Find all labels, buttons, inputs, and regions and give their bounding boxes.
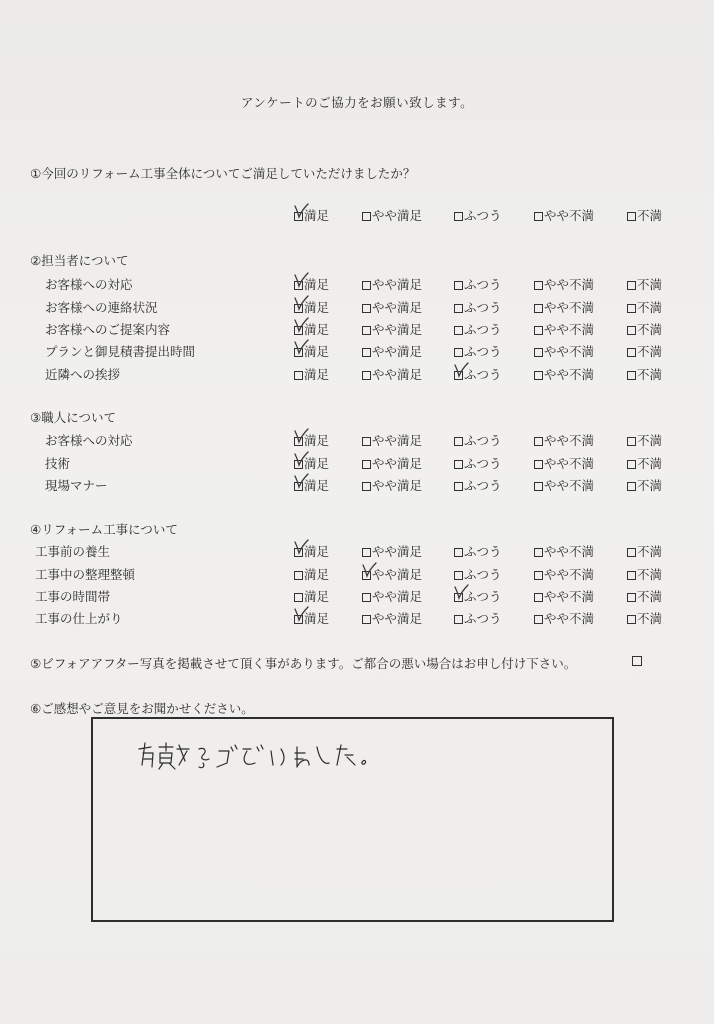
- q3-row-2-option-2[interactable]: [454, 476, 502, 494]
- option-label: 満足: [304, 433, 330, 448]
- checkbox[interactable]: [454, 437, 463, 446]
- q2-row-0-option-3[interactable]: [534, 275, 594, 293]
- checkbox[interactable]: [454, 326, 463, 335]
- q2-row-1-option-2[interactable]: [454, 298, 502, 316]
- q1-row-0-option-3[interactable]: [534, 206, 594, 224]
- checkbox[interactable]: [454, 593, 463, 602]
- checkbox[interactable]: [627, 348, 636, 357]
- q3-row-label-1: 技術: [45, 456, 71, 471]
- checkbox[interactable]: [454, 482, 463, 491]
- option-label: 不満: [637, 589, 663, 604]
- checkbox[interactable]: [294, 281, 303, 290]
- option-label: 満足: [304, 478, 330, 493]
- option-label: ふつう: [464, 478, 502, 493]
- option-label: やや不満: [544, 367, 595, 382]
- option-label: ふつう: [464, 456, 502, 471]
- option-label: ふつう: [464, 544, 502, 559]
- checkbox[interactable]: [534, 460, 543, 469]
- checkbox[interactable]: [454, 571, 463, 580]
- checkbox[interactable]: [294, 348, 303, 357]
- option-label: やや不満: [544, 433, 595, 448]
- q4-row-0-option-4[interactable]: [627, 542, 662, 560]
- checkbox[interactable]: [627, 304, 636, 313]
- checkbox[interactable]: [362, 281, 371, 290]
- option-label: 不満: [637, 456, 663, 471]
- checkbox[interactable]: [454, 281, 463, 290]
- question-5-text: ⑤ビフォアアフター写真を掲載させて頂く事があります。ご都合の悪い場合はお申し付け下さい。: [30, 656, 577, 671]
- checkbox[interactable]: [534, 482, 543, 491]
- q3-row-0-option-3[interactable]: [534, 431, 594, 449]
- question-6-title: ⑥ご感想やご意見をお聞かせください。: [30, 701, 254, 716]
- check-mark-icon: [293, 340, 309, 358]
- q4-row-3-option-0[interactable]: [294, 609, 329, 627]
- checkbox[interactable]: [627, 371, 636, 380]
- checkbox[interactable]: [627, 326, 636, 335]
- q4-row-3-option-3[interactable]: [534, 609, 594, 627]
- q3-row-0-option-1[interactable]: [362, 431, 422, 449]
- q3-row-1-option-2[interactable]: [454, 454, 502, 472]
- q3-row-label-0: お客様への対応: [45, 433, 133, 448]
- q2-row-4-option-0[interactable]: [294, 365, 329, 383]
- q4-row-2-option-4[interactable]: [627, 587, 662, 605]
- option-label: やや不満: [544, 589, 595, 604]
- checkbox[interactable]: [294, 371, 303, 380]
- checkbox[interactable]: [534, 548, 543, 557]
- option-label: やや満足: [372, 208, 423, 223]
- option-label: 不満: [637, 478, 663, 493]
- handwritten-comment: [133, 739, 373, 779]
- q3-row-0-option-4[interactable]: [627, 431, 662, 449]
- q2-row-2-option-0[interactable]: [294, 320, 329, 338]
- q3-row-2-option-0[interactable]: [294, 476, 329, 494]
- option-label: やや満足: [372, 456, 423, 471]
- question-2-title: ②担当者について: [30, 253, 129, 268]
- option-label: ふつう: [464, 611, 502, 626]
- option-label: やや満足: [372, 367, 423, 382]
- check-mark-icon: [453, 585, 469, 603]
- option-label: やや満足: [372, 277, 423, 292]
- q2-row-2-option-2[interactable]: [454, 320, 502, 338]
- q4-row-1-option-3[interactable]: [534, 565, 594, 583]
- q3-row-1-option-1[interactable]: [362, 454, 422, 472]
- checkbox[interactable]: [294, 615, 303, 624]
- q2-row-1-option-3[interactable]: [534, 298, 594, 316]
- question-3-title: ③職人について: [30, 410, 116, 425]
- q4-row-0-option-3[interactable]: [534, 542, 594, 560]
- checkbox[interactable]: [627, 460, 636, 469]
- option-label: やや不満: [544, 208, 595, 223]
- checkbox[interactable]: [627, 482, 636, 491]
- checkbox[interactable]: [534, 571, 543, 580]
- q4-row-1-option-2[interactable]: [454, 565, 502, 583]
- checkbox[interactable]: [362, 212, 371, 221]
- checkbox[interactable]: [627, 281, 636, 290]
- q2-row-1-option-0[interactable]: [294, 298, 329, 316]
- checkbox[interactable]: [454, 615, 463, 624]
- q4-row-2-option-2[interactable]: [454, 587, 502, 605]
- option-label: 不満: [637, 544, 663, 559]
- checkbox[interactable]: [627, 593, 636, 602]
- page-title: アンケートのご協力をお願い致します。: [240, 95, 474, 110]
- comment-box[interactable]: [91, 717, 614, 922]
- option-label: やや満足: [372, 322, 423, 337]
- option-label: 不満: [637, 344, 663, 359]
- q4-row-1-option-4[interactable]: [627, 565, 662, 583]
- check-mark-icon: [293, 296, 309, 314]
- option-label: 不満: [637, 433, 663, 448]
- q2-row-4-option-1[interactable]: [362, 365, 422, 383]
- checkbox[interactable]: [534, 593, 543, 602]
- question-4-title: ④リフォーム工事について: [30, 522, 178, 537]
- q4-row-0-option-0[interactable]: [294, 542, 329, 560]
- option-label: ふつう: [464, 433, 502, 448]
- option-label: ふつう: [464, 322, 502, 337]
- q3-row-0-option-0[interactable]: [294, 431, 329, 449]
- option-label: 満足: [304, 344, 330, 359]
- q2-row-2-option-4[interactable]: [627, 320, 662, 338]
- option-label: 満足: [304, 322, 330, 337]
- option-label: やや不満: [544, 544, 595, 559]
- checkbox[interactable]: [362, 348, 371, 357]
- option-label: ふつう: [464, 300, 502, 315]
- checkbox[interactable]: [454, 460, 463, 469]
- checkbox[interactable]: [294, 326, 303, 335]
- option-label: 不満: [637, 367, 663, 382]
- checkbox[interactable]: [294, 304, 303, 313]
- q4-row-3-option-2[interactable]: [454, 609, 502, 627]
- option-label: 満足: [304, 456, 330, 471]
- checkbox[interactable]: [627, 437, 636, 446]
- check-mark-icon: [293, 607, 309, 625]
- q2-row-0-option-4[interactable]: [627, 275, 662, 293]
- q3-row-1-option-3[interactable]: [534, 454, 594, 472]
- checkbox[interactable]: [362, 460, 371, 469]
- checkbox[interactable]: [534, 615, 543, 624]
- checkbox[interactable]: [362, 548, 371, 557]
- check-mark-icon: [293, 474, 309, 492]
- q1-row-0-option-4[interactable]: [627, 206, 662, 224]
- checkbox[interactable]: [454, 371, 463, 380]
- checkbox[interactable]: [454, 212, 463, 221]
- q4-row-label-3: 工事の仕上がり: [35, 611, 123, 626]
- q2-row-3-option-4[interactable]: [627, 342, 662, 360]
- option-label: 満足: [304, 567, 330, 582]
- check-mark-icon: [293, 429, 309, 447]
- q1-row-0-option-1[interactable]: [362, 206, 422, 224]
- option-label: やや不満: [544, 344, 595, 359]
- q2-row-4-option-2[interactable]: [454, 365, 502, 383]
- checkbox[interactable]: [294, 548, 303, 557]
- q2-row-label-3: プランと御見積書提出時間: [45, 344, 196, 359]
- checkbox[interactable]: [534, 326, 543, 335]
- checkbox[interactable]: [454, 304, 463, 313]
- q4-row-1-option-0[interactable]: [294, 565, 329, 583]
- checkbox[interactable]: [294, 482, 303, 491]
- checkbox[interactable]: [627, 548, 636, 557]
- check-mark-icon: [293, 204, 309, 222]
- q2-row-label-2: お客様へのご提案内容: [45, 322, 171, 337]
- checkbox[interactable]: [534, 437, 543, 446]
- q4-row-1-option-1[interactable]: [362, 565, 422, 583]
- checkbox[interactable]: [627, 212, 636, 221]
- option-label: ふつう: [464, 277, 502, 292]
- q3-row-2-option-1[interactable]: [362, 476, 422, 494]
- q4-row-3-option-1[interactable]: [362, 609, 422, 627]
- q3-row-2-option-3[interactable]: [534, 476, 594, 494]
- checkbox[interactable]: [294, 437, 303, 446]
- option-label: やや不満: [544, 300, 595, 315]
- option-label: やや満足: [372, 589, 423, 604]
- q4-row-label-1: 工事中の整理整頓: [35, 567, 136, 582]
- checkbox[interactable]: [627, 571, 636, 580]
- option-label: やや満足: [372, 544, 423, 559]
- option-label: やや不満: [544, 322, 595, 337]
- checkbox[interactable]: [362, 571, 371, 580]
- q2-row-1-option-1[interactable]: [362, 298, 422, 316]
- checkbox[interactable]: [362, 326, 371, 335]
- q4-row-label-2: 工事の時間帯: [35, 589, 111, 604]
- checkbox[interactable]: [534, 348, 543, 357]
- check-mark-icon: [293, 452, 309, 470]
- checkbox[interactable]: [294, 571, 303, 580]
- q3-row-1-option-0[interactable]: [294, 454, 329, 472]
- checkbox[interactable]: [362, 437, 371, 446]
- q2-row-3-option-3[interactable]: [534, 342, 594, 360]
- checkbox[interactable]: [294, 460, 303, 469]
- q2-row-label-0: お客様への対応: [45, 277, 133, 292]
- check-mark-icon: [293, 318, 309, 336]
- q4-row-label-0: 工事前の養生: [35, 544, 111, 559]
- q1-row-0-option-2[interactable]: [454, 206, 502, 224]
- q4-row-2-option-0[interactable]: [294, 587, 329, 605]
- q4-row-0-option-2[interactable]: [454, 542, 502, 560]
- option-label: 不満: [637, 322, 663, 337]
- option-label: ふつう: [464, 208, 502, 223]
- option-label: 満足: [304, 277, 330, 292]
- consent-checkbox[interactable]: [632, 656, 642, 666]
- question-1-title: ①今回のリフォーム工事全体についてご満足していただけましたか？: [30, 166, 416, 181]
- option-label: やや満足: [372, 567, 423, 582]
- option-label: 不満: [637, 277, 663, 292]
- option-label: 満足: [304, 367, 330, 382]
- option-label: やや満足: [372, 433, 423, 448]
- q2-row-label-1: お客様への連絡状況: [45, 300, 158, 315]
- q4-row-3-option-4[interactable]: [627, 609, 662, 627]
- option-label: やや不満: [544, 456, 595, 471]
- check-mark-icon: [453, 363, 469, 381]
- option-label: ふつう: [464, 344, 502, 359]
- q4-row-0-option-1[interactable]: [362, 542, 422, 560]
- q4-row-2-option-1[interactable]: [362, 587, 422, 605]
- option-label: やや不満: [544, 478, 595, 493]
- checkbox[interactable]: [534, 212, 543, 221]
- q2-row-2-option-1[interactable]: [362, 320, 422, 338]
- option-label: ふつう: [464, 367, 502, 382]
- checkbox[interactable]: [362, 304, 371, 313]
- q2-row-3-option-2[interactable]: [454, 342, 502, 360]
- q3-row-0-option-2[interactable]: [454, 431, 502, 449]
- option-label: 満足: [304, 611, 330, 626]
- q3-row-label-2: 現場マナー: [45, 478, 108, 493]
- checkbox[interactable]: [534, 281, 543, 290]
- q3-row-2-option-4[interactable]: [627, 476, 662, 494]
- checkbox[interactable]: [362, 482, 371, 491]
- option-label: ふつう: [464, 567, 502, 582]
- check-mark-icon: [293, 273, 309, 291]
- q1-row-0-option-0[interactable]: [294, 206, 329, 224]
- q2-row-3-option-1[interactable]: [362, 342, 422, 360]
- check-mark-icon: [293, 540, 309, 558]
- checkbox[interactable]: [294, 593, 303, 602]
- q4-row-2-option-3[interactable]: [534, 587, 594, 605]
- checkbox[interactable]: [454, 348, 463, 357]
- option-label: やや不満: [544, 567, 595, 582]
- checkbox[interactable]: [362, 615, 371, 624]
- q2-row-3-option-0[interactable]: [294, 342, 329, 360]
- q2-row-1-option-4[interactable]: [627, 298, 662, 316]
- q3-row-1-option-4[interactable]: [627, 454, 662, 472]
- option-label: 満足: [304, 589, 330, 604]
- check-mark-icon: [361, 563, 377, 581]
- option-label: 満足: [304, 208, 330, 223]
- checkbox[interactable]: [294, 212, 303, 221]
- q2-row-0-option-2[interactable]: [454, 275, 502, 293]
- q2-row-4-option-4[interactable]: [627, 365, 662, 383]
- q2-row-4-option-3[interactable]: [534, 365, 594, 383]
- q2-row-label-4: 近隣への挨拶: [45, 367, 121, 382]
- checkbox[interactable]: [454, 548, 463, 557]
- q2-row-2-option-3[interactable]: [534, 320, 594, 338]
- option-label: 満足: [304, 300, 330, 315]
- option-label: やや満足: [372, 478, 423, 493]
- option-label: やや不満: [544, 277, 595, 292]
- option-label: やや満足: [372, 300, 423, 315]
- option-label: やや満足: [372, 344, 423, 359]
- option-label: 不満: [637, 567, 663, 582]
- checkbox[interactable]: [534, 371, 543, 380]
- option-label: 不満: [637, 300, 663, 315]
- checkbox[interactable]: [534, 304, 543, 313]
- option-label: やや満足: [372, 611, 423, 626]
- q2-row-0-option-0[interactable]: [294, 275, 329, 293]
- option-label: 不満: [637, 208, 663, 223]
- checkbox[interactable]: [362, 371, 371, 380]
- option-label: ふつう: [464, 589, 502, 604]
- q2-row-0-option-1[interactable]: [362, 275, 422, 293]
- option-label: 満足: [304, 544, 330, 559]
- option-label: やや不満: [544, 611, 595, 626]
- checkbox[interactable]: [627, 615, 636, 624]
- option-label: 不満: [637, 611, 663, 626]
- checkbox[interactable]: [362, 593, 371, 602]
